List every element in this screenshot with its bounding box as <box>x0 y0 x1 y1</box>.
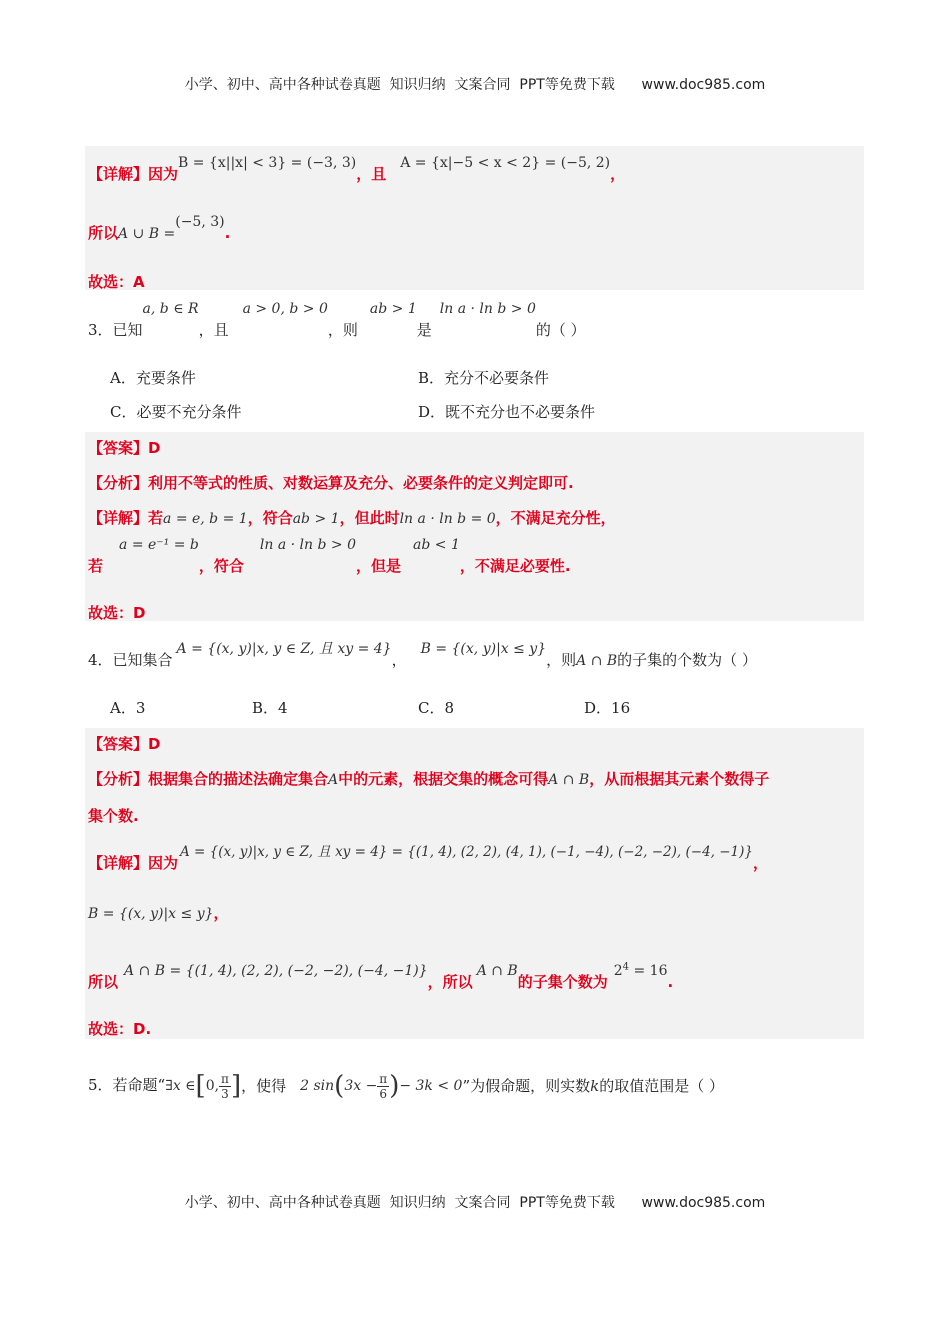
q5-frac-num: π <box>221 1071 229 1086</box>
q2-period: . <box>224 224 231 242</box>
q4-option-c[interactable]: C．8 <box>418 699 455 717</box>
q4-detail-line-1 <box>88 844 769 873</box>
q4-analysis-line-1 <box>88 768 769 789</box>
q4-stem-prefix: 4．已知集合 <box>88 651 173 669</box>
q2-union-rhs: (−5, 3) <box>175 214 225 230</box>
q4-detail-comma: ， <box>753 854 769 872</box>
q4-detail3-text-2: 的子集个数为 <box>517 973 608 991</box>
page-header <box>0 74 950 94</box>
q2-detail-line <box>88 155 626 184</box>
q4-detail3-text-0: 所以 <box>88 973 119 991</box>
q4-stem-end: 的子集的个数为（ ） <box>617 651 757 669</box>
q5-math-3k: − 3k < 0 <box>399 1078 463 1094</box>
q3-choice: 故选：D <box>88 604 146 622</box>
q3-detail2-text-2: ，但是 <box>355 557 401 575</box>
q5-right-paren: ) <box>389 1071 400 1101</box>
q4-detail-label: 【详解】因为 <box>88 854 179 872</box>
q4-math-2: B = {(x, y)|x ≤ y} <box>420 641 547 657</box>
q5-k: k <box>590 1077 600 1095</box>
q2-comma: ， <box>610 165 626 183</box>
q5-right-bracket: ] <box>230 1071 242 1101</box>
q4-detail3-math-2: A ∩ B <box>476 963 518 979</box>
q3-stem-mid2: ，则 <box>327 321 358 339</box>
q5-fraction-pi-3 <box>219 1072 231 1101</box>
q4-detail3-math-1: A ∩ B = {(1, 4), (2, 2), (−2, −2), (−4, −1)} <box>124 963 428 979</box>
q4-power-exponent: 4 <box>622 961 630 973</box>
q4-analysis-math-a: A <box>328 772 339 788</box>
q3-detail2-text-1: ，符合 <box>198 557 244 575</box>
q3-math-3: ab > 1 <box>369 301 417 317</box>
q4-math-3: A ∩ B <box>576 653 618 669</box>
q3-math-4: ln a · ln b > 0 <box>439 301 536 317</box>
q2-expr-b: B = {x||x| < 3} = (−3, 3) <box>178 155 357 171</box>
q4-answer: 【答案】D <box>88 735 161 753</box>
q2-detail-label: 【详解】因为 <box>88 165 179 183</box>
q2-expr-a: A = {x|−5 < x < 2} = (−5, 2) <box>400 155 611 171</box>
q3-detail-math-3: ln a · ln b = 0 <box>399 511 496 527</box>
q4-stem-mid2: ，则 <box>546 651 577 669</box>
q4-stem <box>88 641 757 670</box>
q3-detail2-math-3: ab < 1 <box>413 537 460 553</box>
header-url: www.doc985.com <box>641 77 766 93</box>
q3-detail2-text-3: ，不满足必要性. <box>459 557 571 575</box>
q3-stem-mid3: 是 <box>416 321 432 339</box>
q4-detail-math-1: A = {(x, y)|x, y ∈ Z, 且 xy = 4} = {(1, 4), (2, 2), (4, 1), (−1, −4), (−2, −2), (−4, −1)} <box>180 844 754 860</box>
q3-analysis: 【分析】利用不等式的性质、对数运算及充分、必要条件的定义判定即可. <box>88 474 574 492</box>
q4-analysis-line-2: 集个数. <box>88 807 139 825</box>
q5-frac2-den: 6 <box>379 1086 388 1101</box>
q4-stem-mid: ， <box>391 651 407 669</box>
q4-analysis-text-c: ，从而根据其元素个数得子 <box>589 770 770 788</box>
q4-detail3-math-3 <box>614 963 668 979</box>
q3-detail-line-2 <box>88 537 571 576</box>
q5-stem-mid: ，使得 <box>241 1077 287 1095</box>
q2-and: ，且 <box>356 165 387 183</box>
q3-option-c[interactable]: C．必要不充分条件 <box>110 403 242 421</box>
q5-left-bracket: [ <box>195 1071 206 1101</box>
q3-answer: 【答案】D <box>88 439 161 457</box>
q4-detail2-comma: ， <box>213 904 229 922</box>
q3-detail-text-3: ，不满足充分性， <box>495 509 616 527</box>
q4-option-a[interactable]: A．3 <box>110 699 146 717</box>
q4-analysis-text-a: 【分析】根据集合的描述法确定集合 <box>88 770 329 788</box>
q3-stem-end: 的（ ） <box>535 321 586 339</box>
q5-stem-prefix: 5．若命题“ <box>88 1076 166 1094</box>
q5-math-zero: 0, <box>205 1078 220 1094</box>
q4-detail3-text-1: ，所以 <box>427 973 473 991</box>
q4-detail-line-3 <box>88 961 674 992</box>
q3-math-2: a > 0, b > 0 <box>242 301 328 317</box>
q4-detail-line-2 <box>88 902 229 923</box>
q4-choice: 故选：D. <box>88 1020 152 1038</box>
header-text: 小学、初中、高中各种试卷真题 知识归纳 文案合同 PPT等免费下载 <box>184 77 615 93</box>
q5-stem-end: ”为假命题，则实数 <box>462 1077 591 1095</box>
q4-option-b[interactable]: B．4 <box>252 699 288 717</box>
q5-math-2sin: 2 sin <box>300 1078 335 1094</box>
q2-union-line <box>88 214 231 243</box>
q3-detail-label: 【详解】若 <box>88 509 164 527</box>
q3-detail2-math-1: a = e⁻¹ = b <box>119 537 199 553</box>
q5-frac-den: 3 <box>221 1086 229 1101</box>
q4-power-base: 2 <box>613 963 623 979</box>
q3-detail-line-1 <box>88 507 616 528</box>
q5-stem-end-2: 的取值范围是（ ） <box>599 1077 724 1095</box>
q4-detail2-math: B = {(x, y)|x ≤ y} <box>88 906 214 922</box>
q5-math-3x: 3x − <box>344 1078 378 1094</box>
q4-analysis-math-b: A ∩ B <box>548 772 590 788</box>
q5-frac2-num: π <box>379 1071 388 1086</box>
q2-choice: 故选：A <box>88 273 145 291</box>
q3-stem <box>88 301 586 340</box>
q5-left-paren: ( <box>334 1071 345 1101</box>
q3-detail-text-2: ，但此时 <box>339 509 400 527</box>
q5-stem <box>88 1062 724 1108</box>
q3-option-a[interactable]: A．充要条件 <box>110 369 196 387</box>
q3-math-1: a, b ∈ R <box>142 301 199 317</box>
q4-math-1: A = {(x, y)|x, y ∈ Z, 且 xy = 4} <box>176 641 392 657</box>
q5-math-exists: ∃x ∈ <box>165 1078 196 1094</box>
q3-detail-math-2: ab > 1 <box>292 511 340 527</box>
q3-stem-mid1: ，且 <box>198 321 229 339</box>
q3-detail2-text-0: 若 <box>88 557 104 575</box>
q3-stem-prefix: 3．已知 <box>88 321 143 339</box>
q4-option-d[interactable]: D．16 <box>584 699 631 717</box>
footer-url: www.doc985.com <box>641 1195 766 1211</box>
q2-union-lhs: A ∪ B = <box>118 226 176 242</box>
q4-analysis-text-b: 中的元素，根据交集的概念可得 <box>338 770 549 788</box>
q3-detail-text-1: ，符合 <box>247 509 293 527</box>
q5-fraction-pi-6 <box>377 1072 389 1101</box>
page-footer <box>0 1192 950 1212</box>
q3-option-b[interactable]: B．充分不必要条件 <box>418 369 550 387</box>
q4-detail3-text-3: . <box>667 973 674 991</box>
q3-detail-math-1: a = e, b = 1 <box>163 511 248 527</box>
q3-detail2-math-2: ln a · ln b > 0 <box>259 537 356 553</box>
q2-so: 所以 <box>88 224 119 242</box>
q3-option-d[interactable]: D．既不充分也不必要条件 <box>418 403 596 421</box>
footer-text: 小学、初中、高中各种试卷真题 知识归纳 文案合同 PPT等免费下载 <box>184 1195 615 1211</box>
q4-power-rest: = 16 <box>629 963 668 979</box>
